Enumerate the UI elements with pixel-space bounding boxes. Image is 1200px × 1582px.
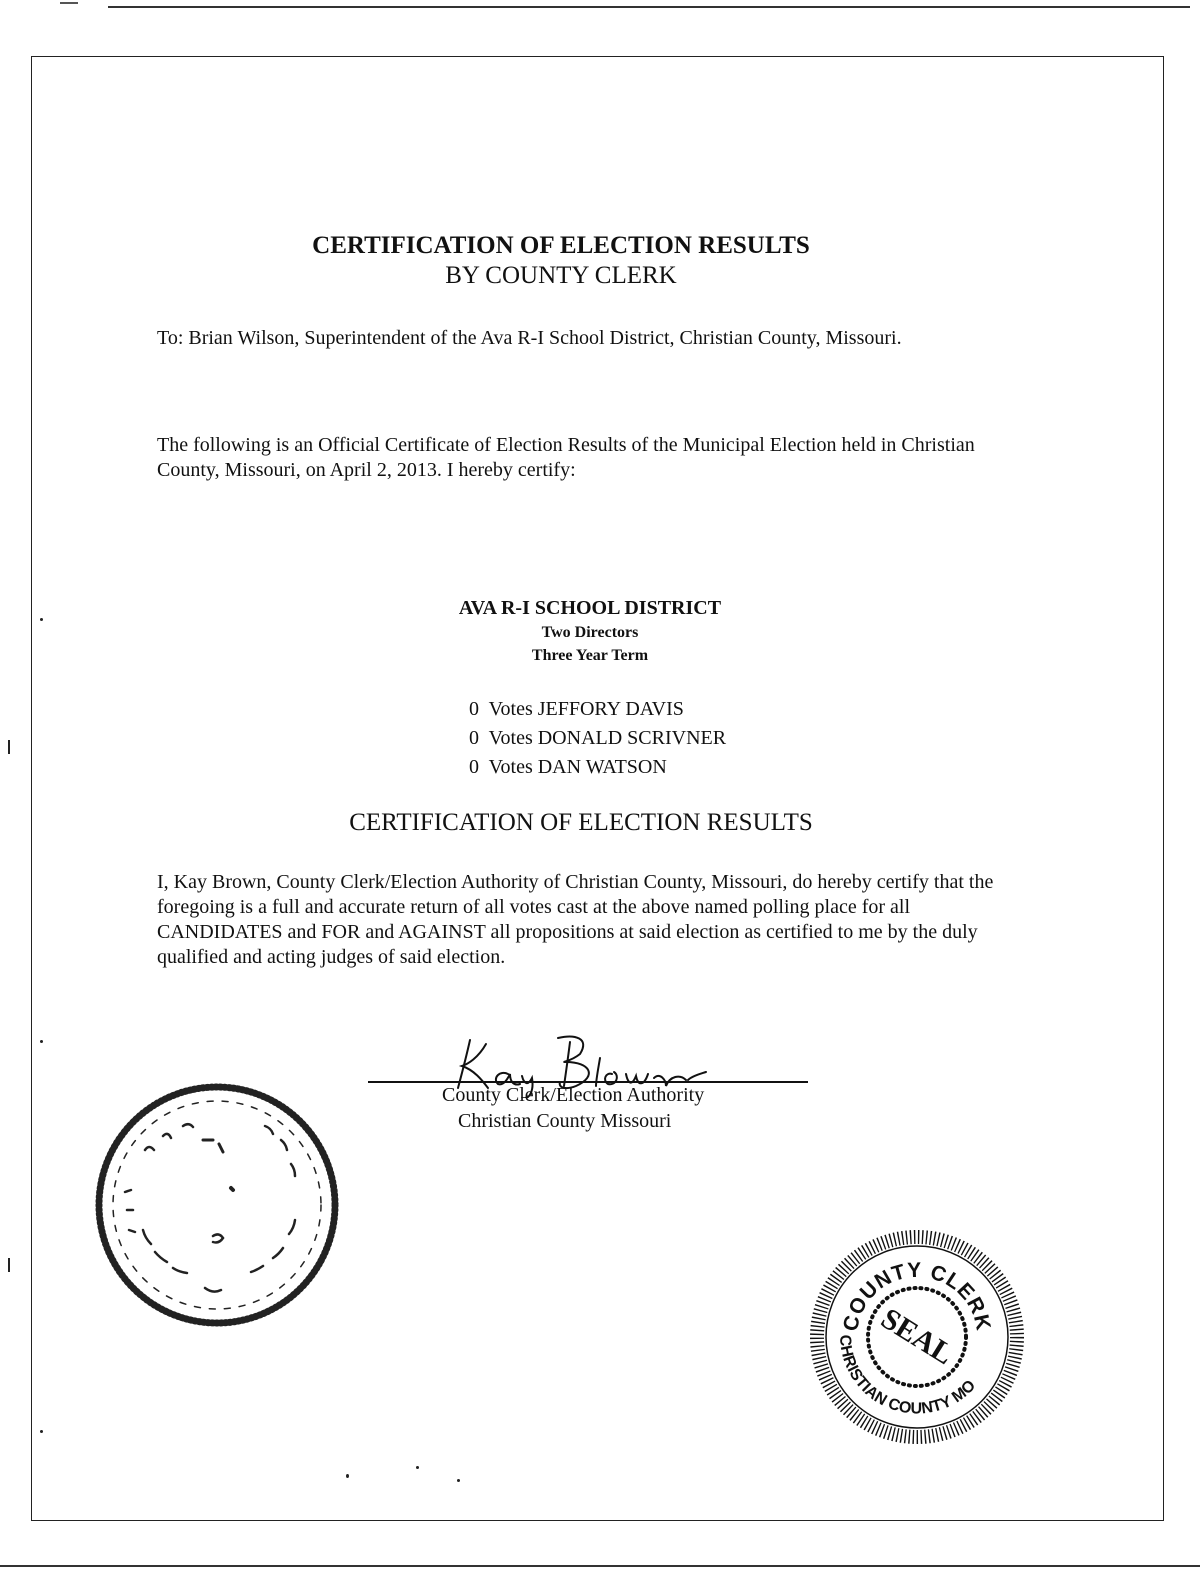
signer-county: Christian County Missouri: [458, 1110, 672, 1132]
scan-top-edge: [108, 6, 1190, 8]
scan-speck: [40, 1430, 43, 1433]
document-subtitle: BY COUNTY CLERK: [445, 262, 677, 289]
vote-count: 0: [469, 756, 479, 778]
embossed-seal-stamp: [85, 1080, 350, 1330]
scan-speck: [457, 1479, 460, 1482]
district-name: AVA R-I SCHOOL DISTRICT: [458, 597, 722, 619]
scan-speck: [416, 1466, 419, 1469]
scan-speck: [40, 1040, 43, 1043]
certification-heading: CERTIFICATION OF ELECTION RESULTS: [349, 809, 813, 836]
county-clerk-seal: [810, 1230, 1025, 1445]
signer-role: County Clerk/Election Authority: [442, 1084, 705, 1106]
candidate-name: DAN WATSON: [537, 756, 667, 778]
scan-tick: [8, 1258, 10, 1272]
seal-center-text: SEAL: [875, 1301, 960, 1372]
scan-tick: [8, 740, 10, 754]
vote-count: 0: [469, 698, 479, 720]
vote-label: Votes: [488, 698, 533, 720]
vote-label: Votes: [488, 756, 533, 778]
seal-bottom-text: CHRISTIAN COUNTY MO: [835, 1334, 980, 1418]
intro-paragraph: The following is an Official Certificate of Election Results of the Municipal Election held in Christian County, Missouri, on April 2, 2013. I hereby certify:: [157, 434, 975, 481]
addressee-line: To: Brian Wilson, Superintendent of the Ava R-I School District, Christian County, Missouri.: [157, 327, 902, 349]
vote-count: 0: [469, 727, 479, 749]
candidate-name: DONALD SCRIVNER: [537, 727, 727, 749]
certification-paragraph: I, Kay Brown, County Clerk/Election Authority of Christian County, Missouri, do hereby certify that the foregoing is a full and accurate return of all votes cast at the above named polling place for all CANDIDATES and FOR and AGAINST all propositions at said election as certified to me by the duly qualified and acting judges of said election.: [157, 871, 994, 968]
scan-edge-mark: [60, 2, 78, 4]
district-term: Three Year Term: [531, 647, 649, 664]
results-list: [469, 695, 726, 782]
candidate-name: JEFFORY DAVIS: [537, 698, 684, 720]
vote-label: Votes: [488, 727, 533, 749]
district-seats: Two Directors: [541, 624, 639, 641]
result-row: [469, 753, 726, 782]
result-row: [469, 695, 726, 724]
document-title: CERTIFICATION OF ELECTION RESULTS: [312, 232, 810, 259]
signature-line: [368, 1081, 808, 1083]
result-row: [469, 724, 726, 753]
seal-top-text: COUNTY CLERK: [839, 1258, 995, 1334]
scan-speck: [346, 1474, 349, 1478]
scan-bottom-edge: [0, 1565, 1200, 1567]
